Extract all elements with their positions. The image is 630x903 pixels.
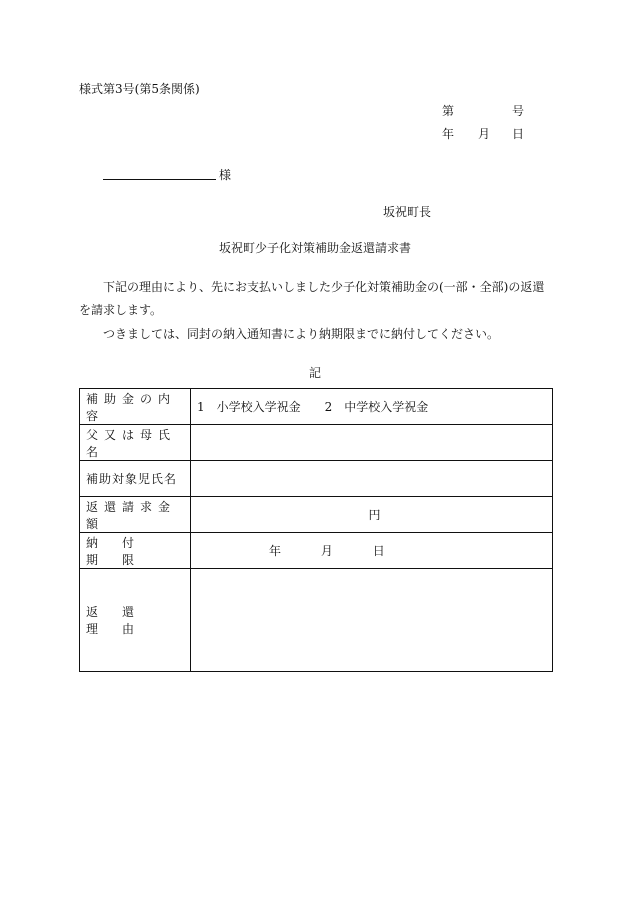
table-row-refund-reason (80, 569, 553, 672)
label-child-name (80, 461, 191, 497)
label-chars: 返還請求金額 (86, 499, 177, 531)
date-month: 月 (478, 127, 491, 141)
value-payment-deadline[interactable] (191, 533, 553, 569)
table-row-parent-name (80, 425, 553, 461)
number-prefix: 第 (442, 104, 455, 118)
label-payment-deadline (80, 533, 191, 569)
label-chars: 返還理由 (86, 605, 159, 636)
label-subsidy-content (80, 389, 191, 425)
label-chars: 父又は母氏名 (86, 427, 177, 459)
number-suffix: 号 (512, 104, 525, 118)
label-refund-amount (80, 497, 191, 533)
table-row-child-name (80, 461, 553, 497)
label-refund-reason (80, 569, 191, 672)
ki-heading: 記 (308, 366, 321, 380)
table-row-subsidy-content (80, 389, 553, 425)
value-refund-amount[interactable] (191, 497, 553, 533)
document-title: 坂祝町少子化対策補助金返還請求書 (218, 241, 411, 255)
refund-table (79, 388, 553, 672)
value-subsidy-content: 1 小学校入学祝金 2 中学校入学祝金 (191, 389, 553, 425)
paragraph-request: 下記の理由により、先にお支払いしました少子化対策補助金の(一部・全部)の返還を請求します。 (79, 280, 545, 317)
date-day: 日 (512, 127, 525, 141)
label-chars: 納付期限 (86, 535, 159, 567)
table-row-refund-amount (80, 497, 553, 533)
deadline-month: 月 (320, 544, 333, 558)
label-chars: 補助金の内容 (86, 391, 177, 423)
label-parent-name (80, 425, 191, 461)
label-text (86, 390, 179, 424)
yen-unit: 円 (368, 508, 381, 522)
addressee-line (103, 178, 216, 180)
label-chars: 補助対象児氏名 (86, 472, 178, 486)
table-row-payment-deadline (80, 533, 553, 569)
deadline-year: 年 (269, 544, 282, 558)
form-number: 様式第3号(第5条関係) (79, 82, 200, 96)
issuer: 坂祝町長 (383, 205, 432, 219)
paragraph-payment: つきましては、同封の納入通知書により納期限までに納付してください。 (103, 327, 500, 341)
value-child-name[interactable] (191, 461, 553, 497)
value-parent-name[interactable] (191, 425, 553, 461)
date-year: 年 (442, 127, 455, 141)
deadline-day: 日 (372, 544, 385, 558)
addressee-suffix: 様 (219, 168, 232, 182)
value-refund-reason[interactable] (191, 569, 553, 672)
